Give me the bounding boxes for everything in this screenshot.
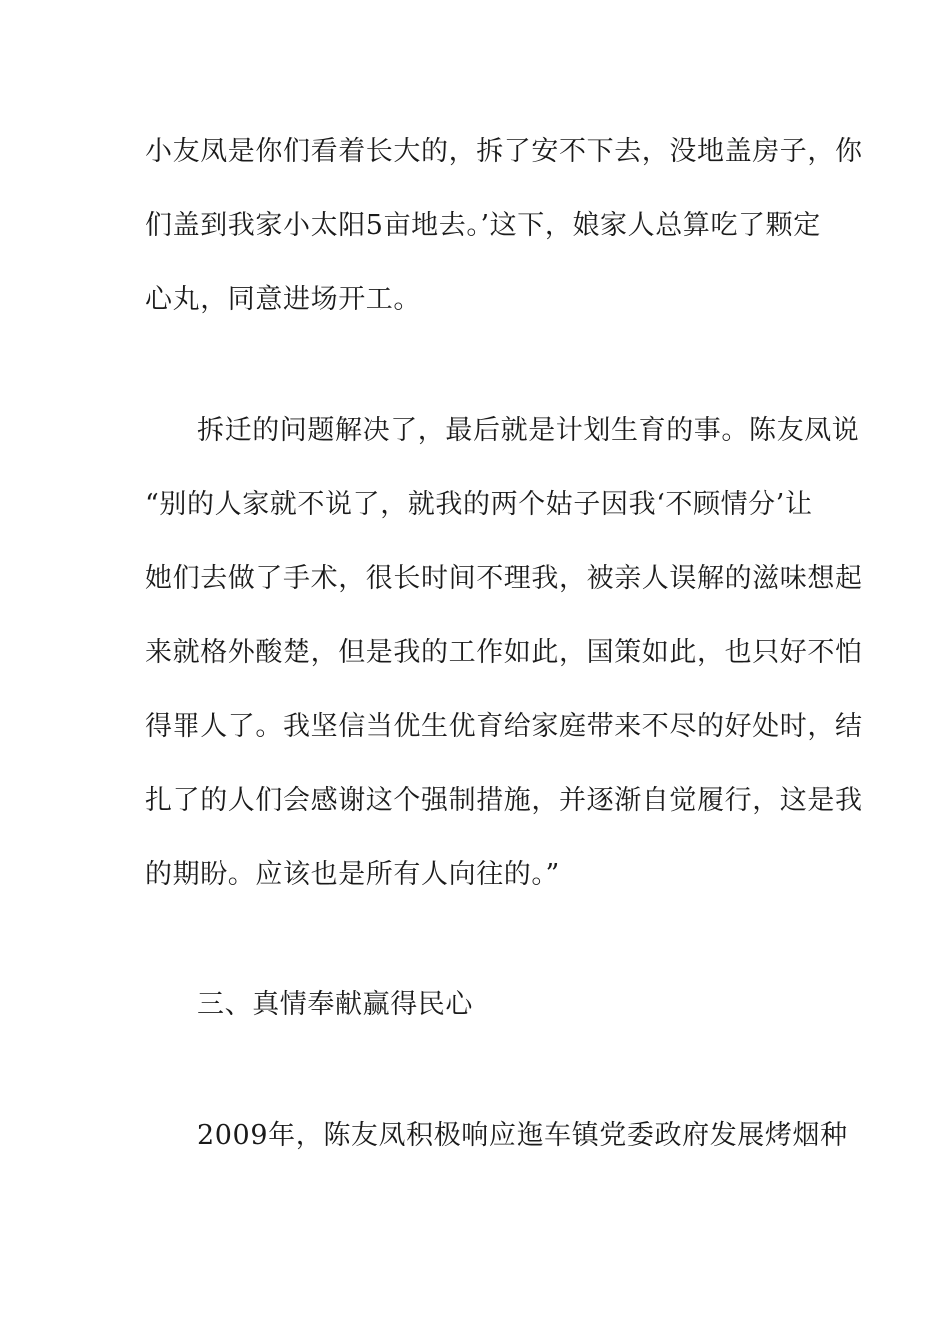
paragraph-1-line-1: 小友凤是你们看着长大的，拆了安不下去，没地盖房子，你: [145, 136, 863, 167]
paragraph-2-line-3: 她们去做了手术，很长时间不理我，被亲人误解的滋味想起: [145, 563, 863, 594]
paragraph-2-line-1: 拆迁的问题解决了，最后就是计划生育的事。陈友凤说: [197, 415, 860, 446]
paragraph-2-line-7: 的期盼。应该也是所有人向往的。”: [145, 859, 560, 890]
paragraph-2-line-6: 扎了的人们会感谢这个强制措施，并逐渐自觉履行，这是我: [145, 785, 863, 816]
paragraph-2-line-4: 来就格外酸楚，但是我的工作如此，国策如此，也只好不怕: [145, 637, 863, 668]
paragraph-1-line-2: 们盖到我家小太阳5亩地去。’这下，娘家人总算吃了颗定: [145, 210, 821, 241]
paragraph-2-line-5: 得罪人了。我坚信当优生优育给家庭带来不尽的好处时，结: [145, 711, 863, 742]
section-heading: 三、真情奉献赢得民心: [197, 989, 473, 1020]
paragraph-3-line-1: 2009年，陈友凤积极响应迤车镇党委政府发展烤烟种: [197, 1120, 848, 1151]
paragraph-1-line-3: 心丸，同意进场开工。: [145, 284, 421, 315]
paragraph-2-line-2: “别的人家就不说了，就我的两个姑子因我‘不顾情分’让: [145, 489, 813, 520]
